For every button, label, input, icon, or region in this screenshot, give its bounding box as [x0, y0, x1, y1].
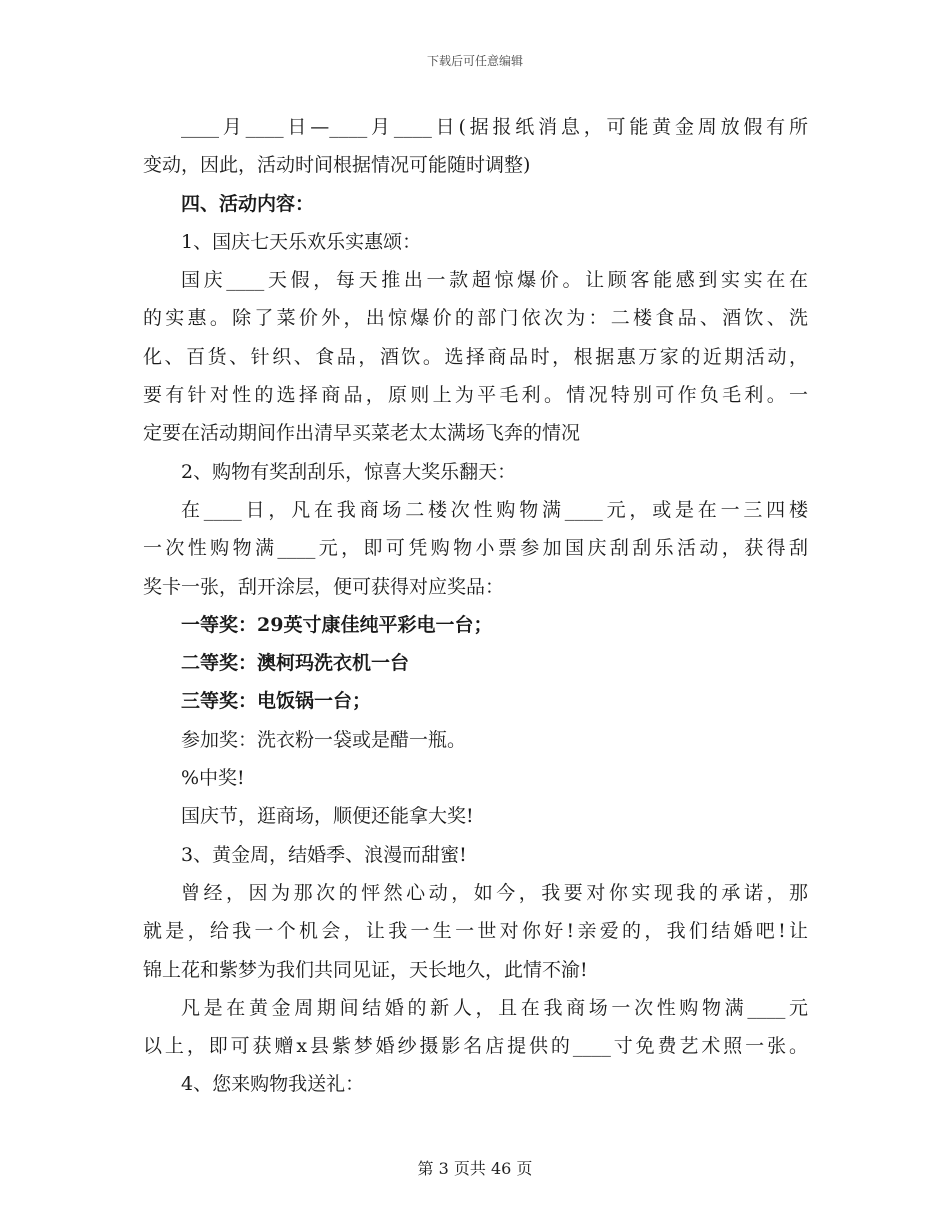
text-line: 二等奖：澳柯玛洗衣机一台 [181, 652, 410, 675]
text-line: 一次性购物满____元，即可凭购物小票参加国庆刮刮乐活动，获得刮 [143, 537, 808, 560]
text-line: 奖卡一张，刮开涂层，便可获得对应奖品： [143, 575, 505, 598]
text-line: 一等奖：29英寸康佳纯平彩电一台； [181, 613, 493, 636]
text-line: 参加奖：洗衣粉一袋或是醋一瓶。 [181, 728, 467, 751]
document-body [143, 108, 808, 1104]
text-line: 3、黄金周，结婚季、浪漫而甜蜜! [181, 843, 467, 866]
text-line: 四、活动内容： [181, 192, 315, 215]
text-line: 定要在活动期间作出清早买菜老太太满场飞奔的情况 [143, 422, 581, 445]
text-line: 国庆节，逛商场，顺便还能拿大奖! [181, 805, 474, 828]
page-header: 下载后可任意编辑 [426, 54, 523, 68]
text-line: 变动，因此，活动时间根据情况可能随时调整) [143, 154, 531, 177]
text-line: 要有针对性的选择商品，原则上为平毛利。情况特别可作负毛利。一 [143, 384, 808, 407]
text-line: 曾经，因为那次的怦然心动，如今，我要对你实现我的承诺，那 [181, 881, 808, 904]
text-line: 4、您来购物我送礼： [181, 1073, 365, 1096]
text-line: 2、购物有奖刮刮乐，惊喜大奖乐翻天： [181, 460, 517, 483]
text-line: ____月____日—____月____日(据报纸消息，可能黄金周放假有所 [181, 116, 808, 138]
text-line: %中奖! [181, 767, 245, 790]
text-line: 锦上花和紫梦为我们共同见证，天长地久，此情不渝! [143, 958, 588, 981]
text-line: 就是，给我一个机会，让我一生一世对你好!亲爱的，我们结婚吧!让 [143, 920, 808, 943]
text-line: 凡是在黄金周期间结婚的新人，且在我商场一次性购物满____元 [181, 996, 808, 1019]
page-footer: 第 3 页共 46 页 [417, 1159, 533, 1178]
text-line: 化、百货、针织、食品，酒饮。选择商品时，根据惠万家的近期活动， [143, 345, 808, 368]
text-line: 国庆____天假，每天推出一款超惊爆价。让顾客能感到实实在在 [181, 269, 808, 292]
text-line: 1、国庆七天乐欢乐实惠颂： [181, 230, 422, 253]
text-line: 的实惠。除了菜价外，出惊爆价的部门依次为：二楼食品、酒饮、洗 [143, 307, 808, 330]
text-line: 三等奖：电饭锅一台； [181, 690, 372, 713]
text-line: 在____日，凡在我商场二楼次性购物满____元，或是在一三四楼 [181, 498, 808, 521]
text-line: 以上，即可获赠x县紫梦婚纱摄影名店提供的____寸免费艺术照一张。 [143, 1035, 808, 1058]
